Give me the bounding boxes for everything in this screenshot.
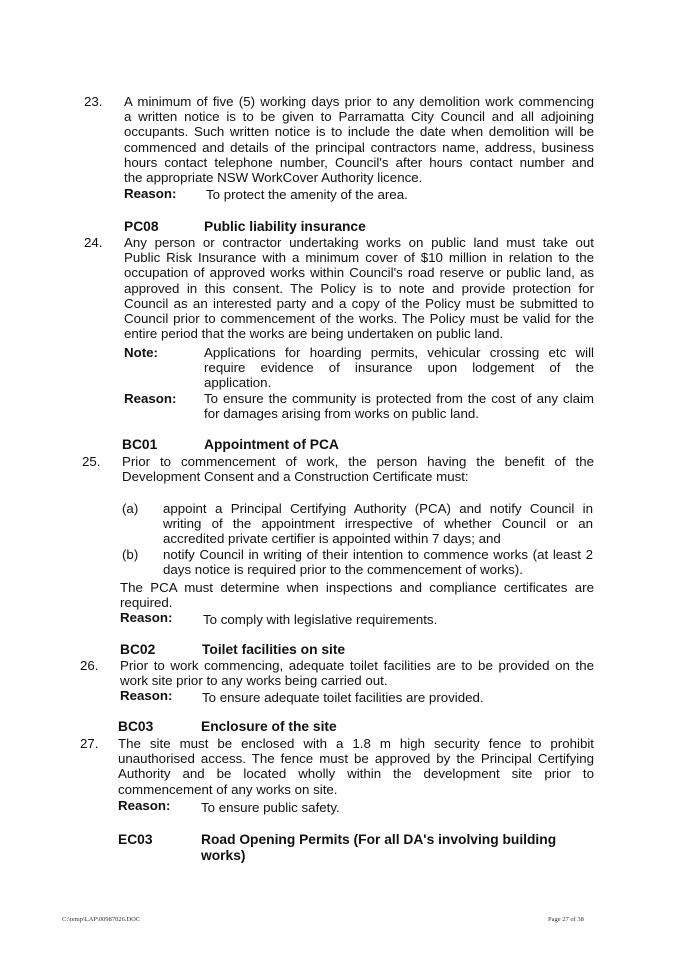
text-line: Development Consent and a Construction Certificate must: [122, 469, 469, 485]
reason-text: To protect the amenity of the area. [206, 187, 408, 202]
text-line: Council prior to commencement of the works. The Policy must be valid for the [124, 311, 594, 327]
text-line: Prior to commencement of work, the person having the benefit of the [122, 454, 594, 469]
text-line: Council as an interested party and a copy of the Policy must be submitted to [124, 295, 594, 311]
text-line: commencement of any works on site. [118, 781, 338, 797]
text-line: Applications for hoarding permits, vehicular crossing etc will [204, 345, 594, 360]
reason-label: Reason: [124, 391, 177, 406]
condition-code: EC03 [118, 832, 153, 847]
text-line: appoint a Principal Certifying Authority (PCA) and notify Council in [163, 501, 593, 516]
condition-number: 24. [84, 235, 103, 250]
text-line: Prior to work commencing, adequate toilet facilities are to be provided on the [120, 658, 594, 673]
condition-text [124, 94, 594, 185]
condition-title: Appointment of PCA [204, 437, 339, 452]
text-line: accredited private certifier is appointed within 7 days; and [163, 531, 501, 547]
text-line: commenced and details of the principal contractors name, address, business [124, 139, 594, 155]
text-line: To ensure the community is protected from the cost of any claim [204, 391, 594, 406]
text-line: occupants. Such written notice is to include the date when demolition will be [124, 124, 594, 140]
condition-title: Enclosure of the site [201, 719, 337, 734]
title-line: works) [201, 848, 246, 863]
text-line: The site must be enclosed with a 1.8 m high security fence to prohibit [118, 736, 594, 751]
text-line: writing of the appointment irrespective of whether Council or an [163, 516, 593, 532]
condition-title [201, 832, 556, 864]
text-line: Public Risk Insurance with a minimum cover of $10 million in relation to the [124, 250, 594, 266]
condition-text [120, 658, 594, 688]
condition-code: BC02 [120, 642, 156, 657]
text-line: approved in this consent. The Policy is to note and provide protection for [124, 280, 594, 296]
text-line: work site prior to any works being carried out. [120, 673, 388, 689]
reason-text [204, 391, 594, 421]
footer-file-path: C:\temp\LAP\00987026.DOC [62, 916, 141, 923]
subitem-label: (b) [122, 547, 139, 562]
condition-code: BC03 [118, 719, 154, 734]
text-line: days notice is required prior to the commencement of works). [163, 562, 523, 578]
text-line: hours contact telephone number, Council's after hours contact number and [124, 154, 594, 170]
text-line: for damages arising from works on public land. [204, 406, 479, 422]
text-line: application. [204, 375, 272, 391]
reason-label: Reason: [118, 798, 171, 813]
title-line: Road Opening Permits (For all DA's involving building [201, 832, 557, 847]
condition-code: PC08 [124, 219, 159, 234]
text-line: entire period that the works are being undertaken on public land. [124, 326, 504, 342]
reason-text: To ensure public safety. [201, 800, 340, 815]
text-line: notify Council in writing of their intention to commence works (at least 2 [163, 547, 593, 562]
subitem-text [163, 547, 593, 577]
condition-number: 25. [82, 454, 101, 469]
condition-text [122, 454, 594, 484]
condition-number: 23. [84, 94, 103, 109]
note-label: Note: [124, 345, 158, 360]
condition-title: Toilet facilities on site [202, 642, 346, 657]
text-line: unauthorised access. The fence must be approved by the Principal Certifying [118, 751, 594, 767]
reason-text: To comply with legislative requirements. [203, 612, 438, 627]
text-line: Any person or contractor undertaking works on public land must take out [124, 235, 594, 250]
subitem-label: (a) [122, 501, 139, 516]
text-line: Authority and be located wholly within the development site prior to [118, 766, 594, 782]
reason-label: Reason: [120, 688, 173, 703]
reason-text: To ensure adequate toilet facilities are provided. [202, 690, 484, 705]
condition-number: 27. [80, 736, 99, 751]
footer-page-number: Page 27 of 38 [548, 916, 584, 923]
text-line: A minimum of five (5) working days prior to any demolition work commencing [124, 94, 594, 109]
condition-number: 26. [80, 658, 99, 673]
reason-label: Reason: [120, 610, 173, 625]
condition-text [118, 736, 594, 797]
reason-label: Reason: [124, 186, 177, 201]
text-line: require evidence of insurance upon lodgement of the [204, 360, 594, 376]
text-line: occupation of approved works within Council's road reserve or public land, as [124, 265, 594, 281]
text-line: a written notice is to be given to Parramatta City Council and all adjoining [124, 109, 594, 125]
text-line: The PCA must determine when inspections and compliance certificates are [120, 580, 594, 595]
text-line: required. [120, 595, 173, 611]
note-text [204, 345, 594, 391]
condition-text [120, 580, 594, 610]
text-line: the appropriate NSW WorkCover Authority licence. [124, 170, 423, 186]
condition-title: Public liability insurance [204, 219, 366, 234]
condition-text [124, 235, 594, 341]
subitem-text [163, 501, 593, 547]
condition-code: BC01 [122, 437, 158, 452]
